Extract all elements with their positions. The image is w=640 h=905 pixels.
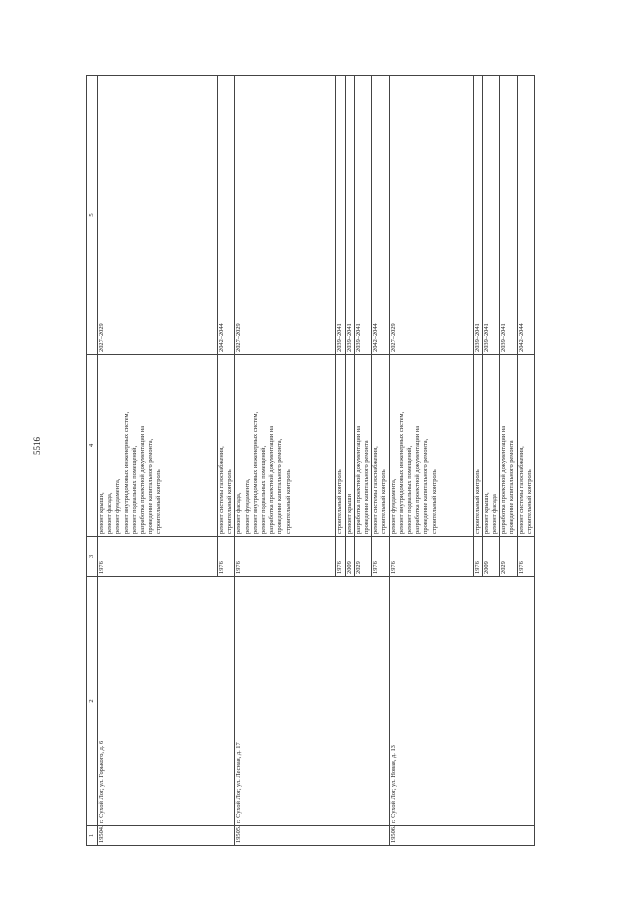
work-item: ремонт подвальных помещений, bbox=[260, 445, 268, 534]
work-item: ремонт фундамента, bbox=[114, 478, 122, 534]
work-item: ремонт фундамента, bbox=[389, 478, 397, 534]
work-item: разработка проектной документации на bbox=[500, 425, 508, 534]
period-cell: 2042–2044 bbox=[218, 76, 235, 355]
table-row bbox=[389, 76, 473, 846]
works-cell bbox=[500, 355, 517, 537]
table-row bbox=[235, 76, 336, 846]
works-cell bbox=[336, 355, 345, 537]
work-item: ремонт системы газоснабжения, bbox=[372, 446, 380, 534]
work-item: ремонт внутридомовых инженерных систем, bbox=[251, 411, 259, 534]
record-address: г. Сухой Лог, ул. Лесная, д. 17 bbox=[235, 577, 389, 826]
work-item: проведение капитального ремонта, bbox=[276, 438, 284, 534]
works-cell bbox=[98, 355, 218, 537]
work-item: строительный контроль bbox=[336, 469, 344, 534]
work-item: строительный контроль bbox=[284, 469, 292, 534]
work-item: ремонт фасада, bbox=[235, 492, 243, 534]
period-cell: 2039–2041 bbox=[500, 76, 517, 355]
header-col-1: 1 bbox=[87, 826, 98, 846]
period-cell: 2039–2041 bbox=[473, 76, 482, 355]
year-cell: 1976 bbox=[517, 537, 534, 577]
work-item: проведение капитального ремонта, bbox=[422, 438, 430, 534]
works-cell bbox=[354, 355, 371, 537]
work-item: ремонт фундамента, bbox=[243, 478, 251, 534]
year-cell: 2009 bbox=[482, 537, 499, 577]
year-cell: 1976 bbox=[372, 537, 389, 577]
works-cell bbox=[389, 355, 473, 537]
work-item: строительный контроль bbox=[226, 469, 234, 534]
table-body bbox=[98, 76, 535, 846]
work-item: строительный контроль bbox=[525, 469, 533, 534]
works-cell bbox=[473, 355, 482, 537]
period-cell: 2039–2041 bbox=[336, 76, 345, 355]
header-col-3: 3 bbox=[87, 537, 98, 577]
work-item: ремонт крыши, bbox=[482, 492, 490, 534]
work-item: разработка проектной документации на bbox=[414, 425, 422, 534]
year-cell: 2029 bbox=[354, 537, 371, 577]
work-item: ремонт системы газоснабжения, bbox=[218, 446, 225, 534]
work-item: ремонт системы газоснабжения, bbox=[517, 446, 525, 534]
record-number: 19505. bbox=[235, 826, 389, 846]
record-number: 19504. bbox=[98, 826, 235, 846]
year-cell: 2029 bbox=[500, 537, 517, 577]
works-cell bbox=[482, 355, 499, 537]
work-item: разработка проектной документации на bbox=[139, 425, 147, 534]
period-cell: 2039–2041 bbox=[482, 76, 499, 355]
period-cell: 2042–2044 bbox=[372, 76, 389, 355]
year-cell: 1976 bbox=[218, 537, 235, 577]
year-cell: 1976 bbox=[235, 537, 336, 577]
work-item: строительный контроль bbox=[473, 469, 481, 534]
year-cell: 2009 bbox=[345, 537, 354, 577]
year-cell: 1976 bbox=[98, 537, 218, 577]
year-cell: 1976 bbox=[389, 537, 473, 577]
work-item: проведение капитального ремонта, bbox=[147, 438, 155, 534]
rotated-table-container bbox=[86, 76, 542, 846]
work-item: ремонт фасада, bbox=[106, 492, 114, 534]
work-item: ремонт крыши, bbox=[98, 492, 105, 534]
period-cell: 2027–2029 bbox=[235, 76, 336, 355]
work-item: ремонт крыши bbox=[345, 493, 353, 534]
work-item: ремонт подвальных помещений, bbox=[130, 445, 138, 534]
works-cell bbox=[218, 355, 235, 537]
year-cell: 1976 bbox=[336, 537, 345, 577]
period-cell: 2027–2029 bbox=[389, 76, 473, 355]
work-item: разработка проектной документации на bbox=[268, 425, 276, 534]
work-item: строительный контроль bbox=[155, 469, 163, 534]
record-address: г. Сухой Лог, ул. Горького, д. 6 bbox=[98, 577, 235, 826]
record-number: 19506. bbox=[389, 826, 534, 846]
record-address: г. Сухой Лог, ул. Новая, д. 13 bbox=[389, 577, 534, 826]
repair-schedule-table bbox=[86, 75, 535, 846]
page-number: 5516 bbox=[32, 437, 42, 455]
works-cell bbox=[372, 355, 389, 537]
header-col-5: 5 bbox=[87, 76, 98, 355]
work-item: ремонт внутридомовых инженерных систем, bbox=[122, 411, 130, 534]
works-cell bbox=[345, 355, 354, 537]
period-cell: 2027–2029 bbox=[98, 76, 218, 355]
works-cell bbox=[517, 355, 534, 537]
work-item: проведение капитального ремонта bbox=[363, 440, 371, 534]
period-cell: 2042–2044 bbox=[517, 76, 534, 355]
work-item: ремонт внутридомовых инженерных систем, bbox=[397, 411, 405, 534]
work-item: строительный контроль bbox=[430, 469, 438, 534]
works-cell bbox=[235, 355, 336, 537]
header-col-2: 2 bbox=[87, 577, 98, 826]
period-cell: 2039–2041 bbox=[345, 76, 354, 355]
work-item: ремонт фасада bbox=[491, 494, 499, 534]
header-row bbox=[87, 76, 98, 846]
table-row bbox=[98, 76, 218, 846]
work-item: разработка проектной документации на bbox=[354, 425, 362, 534]
work-item: строительный контроль bbox=[380, 469, 388, 534]
year-cell: 1976 bbox=[473, 537, 482, 577]
work-item: проведение капитального ремонта bbox=[508, 440, 516, 534]
work-item: ремонт подвальных помещений, bbox=[406, 445, 414, 534]
header-col-4: 4 bbox=[87, 355, 98, 537]
period-cell: 2039–2041 bbox=[354, 76, 371, 355]
